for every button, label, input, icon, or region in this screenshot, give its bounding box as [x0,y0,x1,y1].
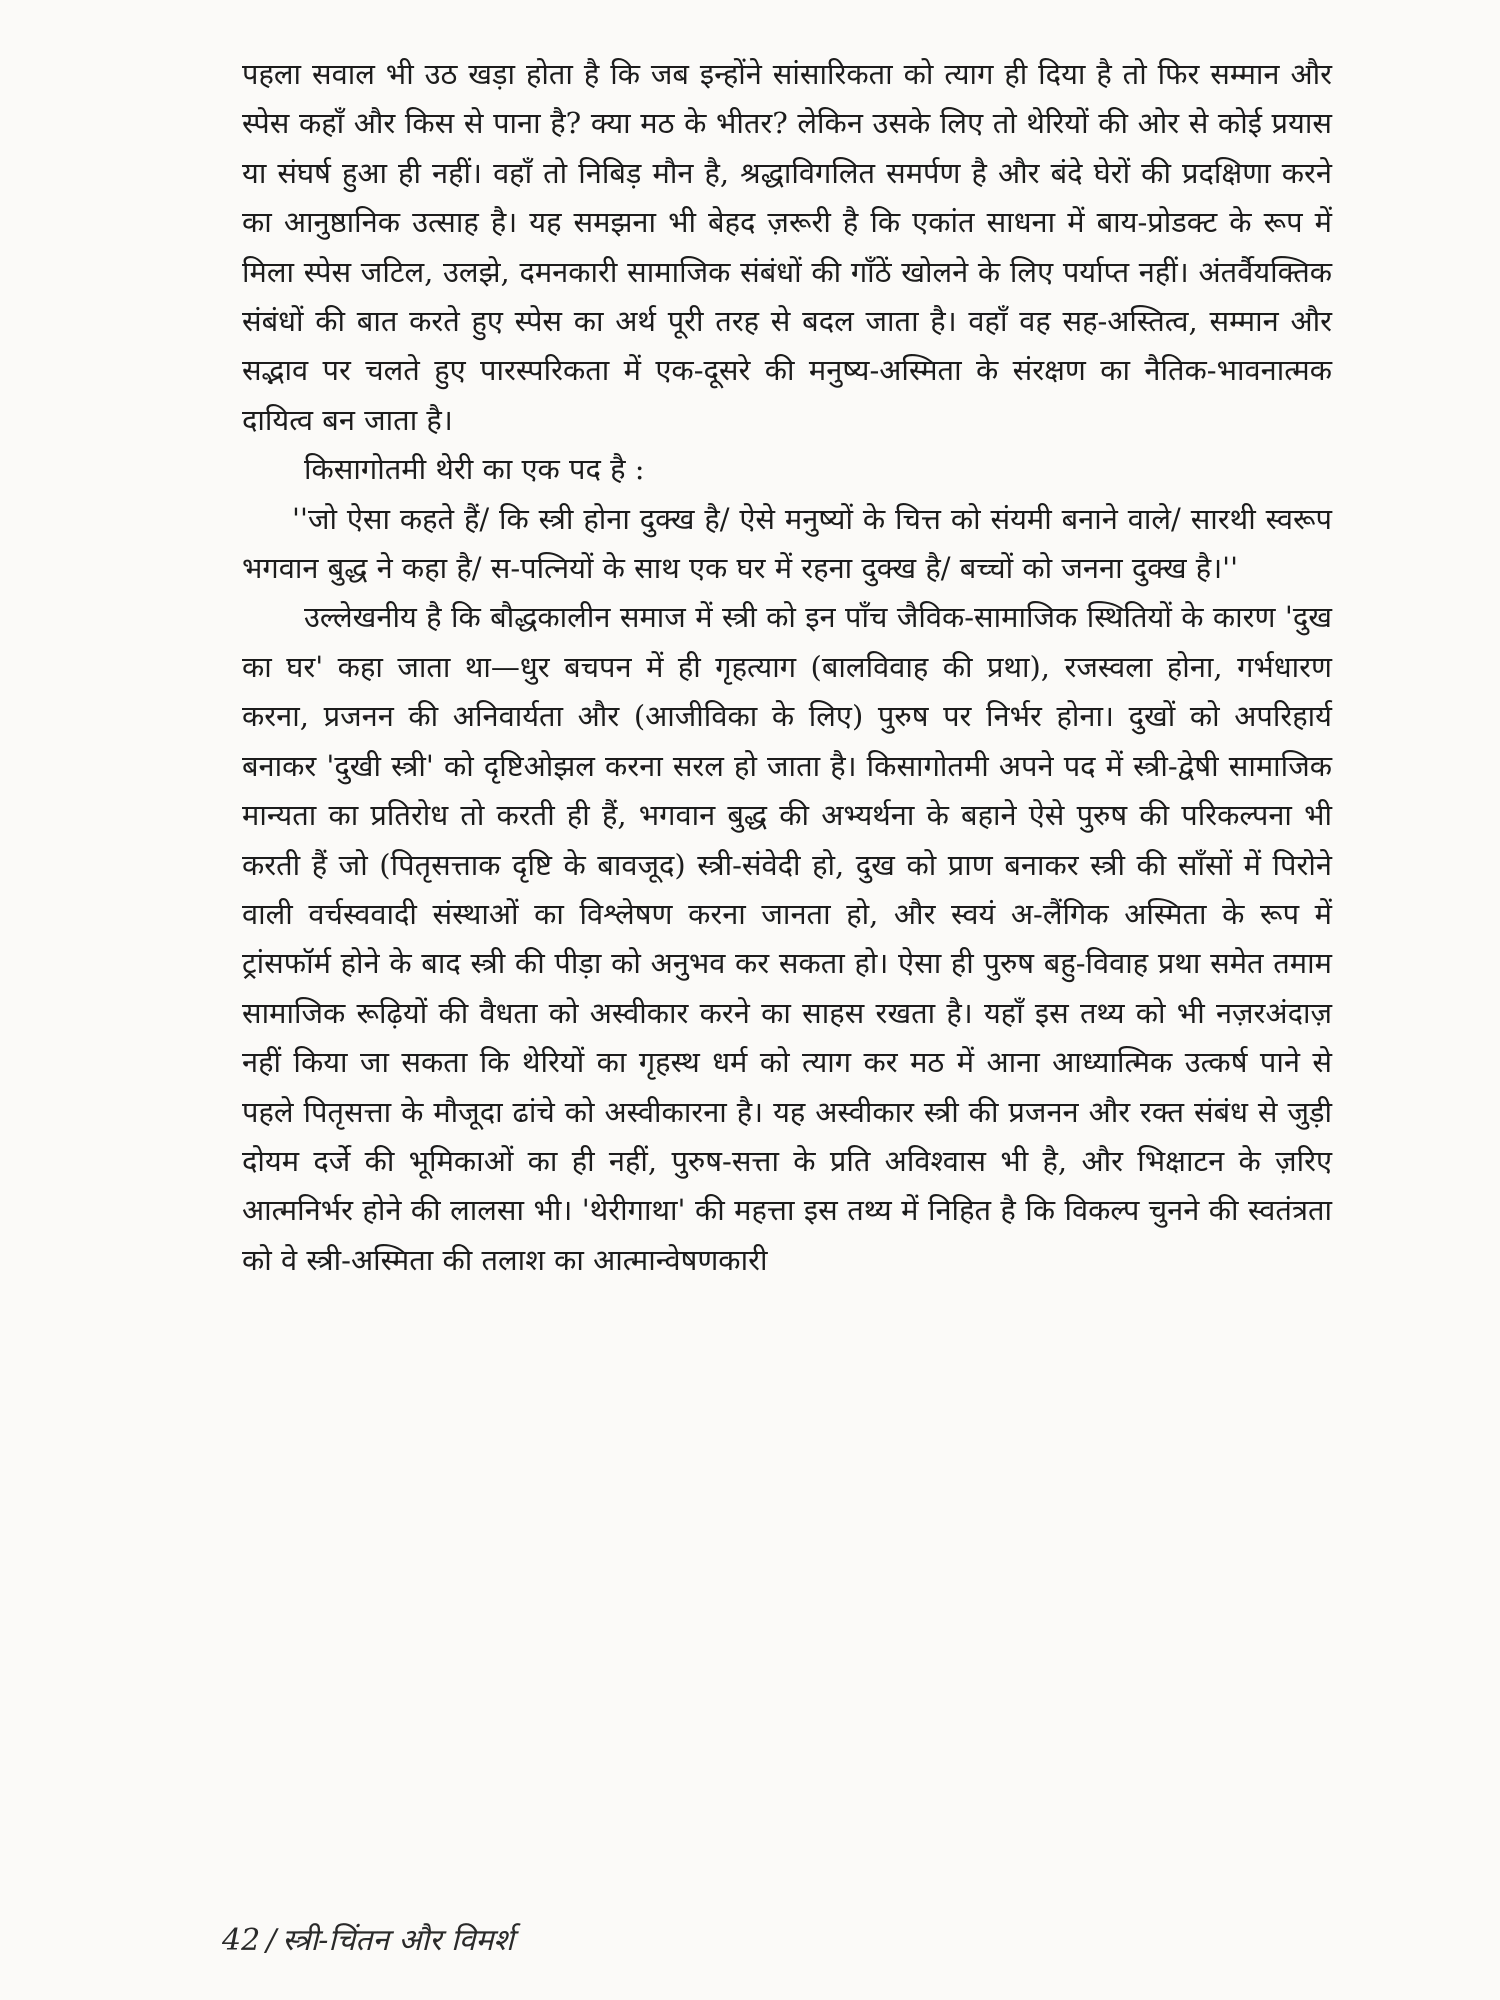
paragraph-3: उल्लेखनीय है कि बौद्धकालीन समाज में स्त्री को इन पाँच जैविक-सामाजिक स्थितियों के कारण 'दुख का घर' कहा जाता था—धुर बचपन में ही गृहत्याग (बालविवाह की प्रथा), रजस्वला होना, गर्भधारण करना, प्रजनन की अनिवार्यता और (आजीविका के लिए) पुरुष पर निर्भर होना। दुखों को अपरिहार्य बनाकर 'दुखी स्त्री' को दृष्टिओझल करना सरल हो जाता है। किसागोतमी अपने पद में स्त्री-द्वेषी सामाजिक मान्यता का प्रतिरोध तो करती ही हैं, भगवान बुद्ध की अभ्यर्थना के बहाने ऐसे पुरुष की परिकल्पना भी करती हैं जो (पितृसत्ताक दृष्टि के बावजूद) स्त्री-संवेदी हो, दुख को प्राण बनाकर स्त्री की साँसों में पिरोने वाली वर्चस्ववादी संस्थाओं का विश्लेषण करना जानता हो, और स्वयं अ-लैंगिक अस्मिता के रूप में ट्रांसफॉर्म होने के बाद स्त्री की पीड़ा को अनुभव कर सकता हो। ऐसा ही पुरुष बहु-विवाह प्रथा समेत तमाम सामाजिक रूढ़ियों की वैधता को अस्वीकार करने का साहस रखता है। यहाँ इस तथ्य को भी नज़रअंदाज़ नहीं किया जा सकता कि थेरियों का गृहस्थ धर्म को त्याग कर मठ में आना आध्यात्मिक उत्कर्ष पाने से पहले पितृसत्ता के मौजूदा ढांचे को अस्वीकारना है। यह अस्वीकार स्त्री की प्रजनन और रक्त संबंध से जुड़ी दोयम दर्जे की भूमिकाओं का ही नहीं, पुरुष-सत्ता के प्रति अविश्वास भी है, और भिक्षाटन के ज़रिए आत्मनिर्भर होने की लालसा भी। 'थेरीगाथा' की महत्ता इस तथ्य में निहित है कि विकल्प चुनने की स्वतंत्रता को वे स्त्री-अस्मिता की तलाश का आत्मान्वेषणकारी [242,600,1332,1277]
page-footer [222,1918,514,1959]
block-quote: ''जो ऐसा कहते हैं/ कि स्त्री होना दुक्ख है/ ऐसे मनुष्यों के चित्त को संयमी बनाने वाले/ सारथी स्वरूप भगवान बुद्ध ने कहा है/ स-पत्नियों के साथ एक घर में रहना दुक्ख है/ बच्चों को जनना दुक्ख है।'' [242,501,1332,586]
body-text [242,50,1332,1285]
footer-separator: / [266,1923,277,1958]
paragraph-2: किसागोतमी थेरी का एक पद है : [304,452,645,487]
book-title: स्त्री-चिंतन और विमर्श [282,1923,514,1958]
paragraph-1: पहला सवाल भी उठ खड़ा होता है कि जब इन्होंने सांसारिकता को त्याग ही दिया है तो फिर सम्मान और स्पेस कहाँ और किस से पाना है? क्या मठ के भीतर? लेकिन उसके लिए तो थेरियों की ओर से कोई प्रयास या संघर्ष हुआ ही नहीं। वहाँ तो निबिड़ मौन है, श्रद्धाविगलित समर्पण है और बंदे घेरों की प्रदक्षिणा करने का आनुष्ठानिक उत्साह है। यह समझना भी बेहद ज़रूरी है कि एकांत साधना में बाय-प्रोडक्ट के रूप में मिला स्पेस जटिल, उलझे, दमनकारी सामाजिक संबंधों की गाँठें खोलने के लिए पर्याप्त नहीं। अंतर्वैयक्तिक संबंधों की बात करते हुए स्पेस का अर्थ पूरी तरह से बदल जाता है। वहाँ वह सह-अस्तित्व, सम्मान और सद्भाव पर चलते हुए पारस्परिकता में एक-दूसरे की मनुष्य-अस्मिता के संरक्षण का नैतिक-भावनात्मक दायित्व बन जाता है। [242,57,1332,437]
page-number: 42 [222,1923,261,1958]
